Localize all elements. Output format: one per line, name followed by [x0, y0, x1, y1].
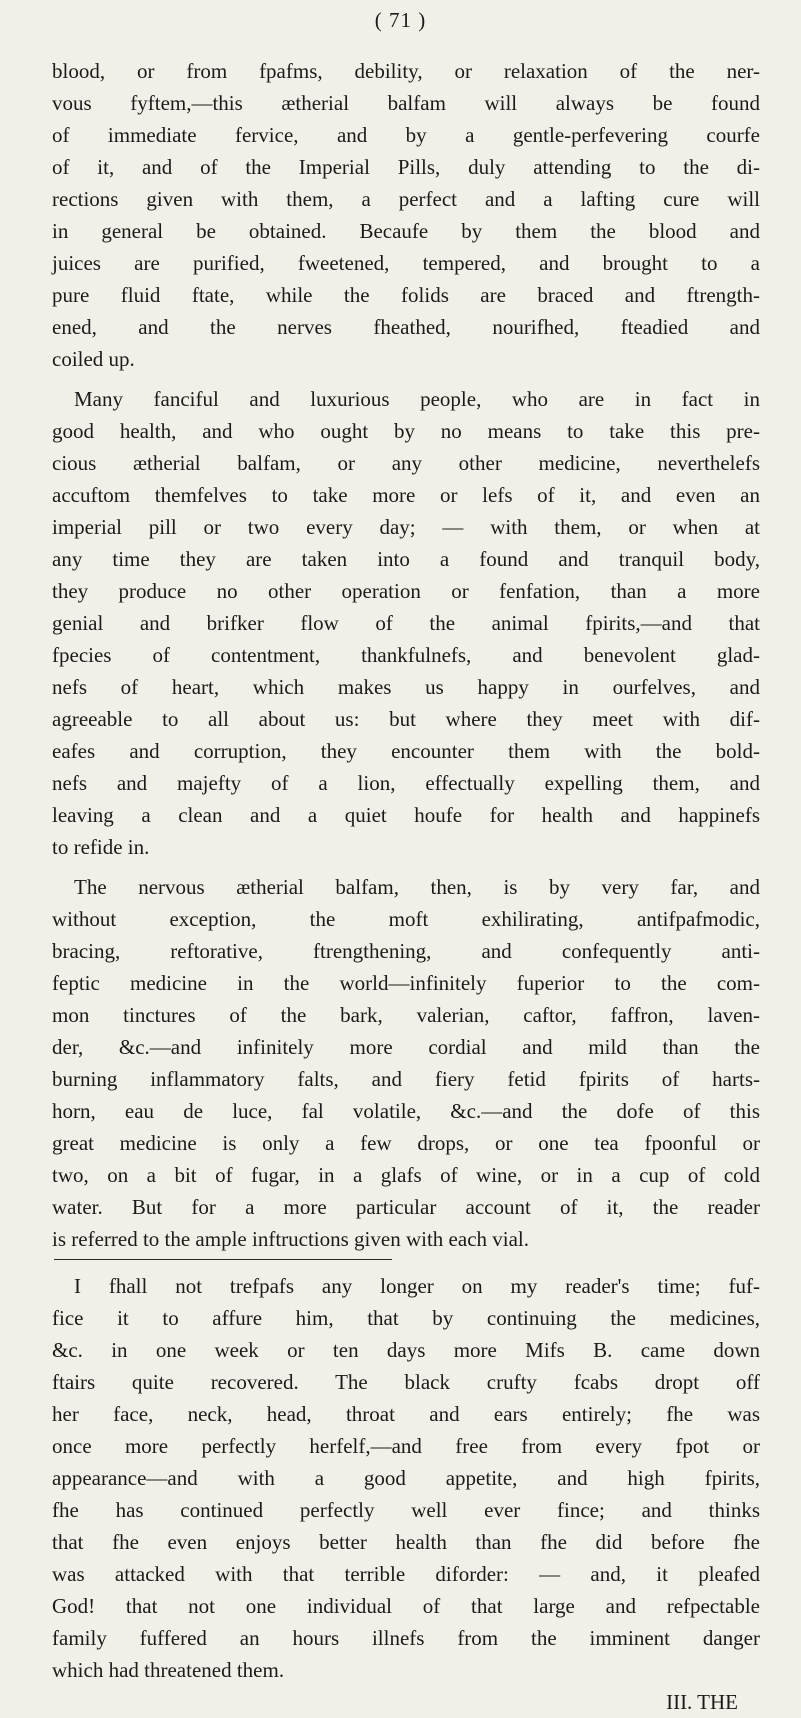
paragraph-ailments: [52, 55, 760, 375]
text-line: horn, eau de luce, fal volatile, &c.—and the dofe of this: [52, 1099, 760, 1123]
text-line: vous fyftem,—this ætherial balfam will always be found: [52, 91, 760, 115]
text-line: once more perfectly herfelf,—and free from every fpot or: [52, 1434, 760, 1458]
text-line: cious ætherial balfam, or any other medicine, neverthelefs: [52, 451, 760, 475]
text-line: any time they are taken into a found and tranquil body,: [52, 547, 760, 571]
text-line: mon tinctures of the bark, valerian, caftor, faffron, laven-: [52, 1003, 760, 1027]
paragraph-healthy-users: [52, 383, 760, 863]
text-line: without exception, the moft exhilirating, antifpafmodic,: [52, 907, 760, 931]
text-line: was attacked with that terrible diforder: — and, it pleafed: [52, 1562, 760, 1586]
text-line: her face, neck, head, throat and ears entirely; fhe was: [52, 1402, 760, 1426]
text-line: pure fluid ftate, while the folids are braced and ftrength-: [52, 283, 760, 307]
text-line: der, &c.—and infinitely more cordial and mild than the: [52, 1035, 760, 1059]
text-line: ftairs quite recovered. The black crufty fcabs dropt off: [52, 1370, 760, 1394]
text-line: two, on a bit of fugar, in a glafs of wine, or in a cup of cold: [52, 1163, 760, 1187]
text-line: juices are purified, fweetened, tempered, and brought to a: [52, 251, 760, 275]
text-line: in general be obtained. Becaufe by them the blood and: [52, 219, 760, 243]
catchword: III. THE: [666, 1690, 738, 1714]
text-line: I fhall not trefpafs any longer on my reader's time; fuf-: [74, 1274, 760, 1298]
text-line: fice it to affure him, that by continuing the medicines,: [52, 1306, 760, 1330]
text-line: &c. in one week or ten days more Mifs B. came down: [52, 1338, 760, 1362]
text-line: is referred to the ample inftructions given with each vial.: [52, 1227, 530, 1251]
text-line: rections given with them, a perfect and a lafting cure will: [52, 187, 760, 211]
text-line: feptic medicine in the world—infinitely fuperior to the com-: [52, 971, 760, 995]
text-line: God! that not one individual of that large and refpectable: [52, 1594, 760, 1618]
section-divider: [54, 1259, 392, 1260]
text-line: they produce no other operation or fenfation, than a more: [52, 579, 760, 603]
text-line: good health, and who ought by no means to take this pre-: [52, 419, 760, 443]
text-line: leaving a clean and a quiet houfe for health and happinefs: [52, 803, 760, 827]
page-number: ( 71 ): [374, 8, 427, 32]
text-line: eafes and corruption, they encounter them with the bold-: [52, 739, 760, 763]
body-text: [52, 55, 760, 1718]
text-line: of immediate fervice, and by a gentle-perfevering courfe: [52, 123, 760, 147]
paragraph-balsam-superiority: [52, 871, 760, 1255]
text-line: nefs and majefty of a lion, effectually expelling them, and: [52, 771, 760, 795]
text-line: fpecies of contentment, thankfulnefs, and benevolent glad-: [52, 643, 760, 667]
text-line: blood, or from fpafms, debility, or relaxation of the ner-: [52, 59, 760, 83]
text-line: agreeable to all about us: but where they meet with dif-: [52, 707, 760, 731]
text-line: fhe has continued perfectly well ever fince; and thinks: [52, 1498, 760, 1522]
text-line: burning inflammatory falts, and fiery fetid fpirits of harts-: [52, 1067, 760, 1091]
text-line: nefs of heart, which makes us happy in ourfelves, and: [52, 675, 760, 699]
text-line: which had threatened them.: [52, 1658, 285, 1682]
text-line: appearance—and with a good appetite, and high fpirits,: [52, 1466, 760, 1490]
text-line: of it, and of the Imperial Pills, duly attending to the di-: [52, 155, 760, 179]
text-line: great medicine is only a few drops, or one tea fpoonful or: [52, 1131, 760, 1155]
text-line: Many fanciful and luxurious people, who are in fact in: [74, 387, 760, 411]
text-line: genial and brifker flow of the animal fpirits,—and that: [52, 611, 760, 635]
text-line: The nervous ætherial balfam, then, is by very far, and: [74, 875, 760, 899]
text-line: accuftom themfelves to take more or lefs of it, and even an: [52, 483, 760, 507]
text-line: that fhe even enjoys better health than fhe did before fhe: [52, 1530, 760, 1554]
text-line: coiled up.: [52, 347, 135, 371]
text-line: ened, and the nerves fheathed, nourifhed, fteadied and: [52, 315, 760, 339]
text-line: family fuffered an hours illnefs from the imminent danger: [52, 1626, 760, 1650]
text-line: bracing, reftorative, ftrengthening, and confequently anti-: [52, 939, 760, 963]
paragraph-recovery-account: [52, 1270, 760, 1686]
text-line: to refide in.: [52, 835, 150, 859]
text-line: imperial pill or two every day; — with them, or when at: [52, 515, 760, 539]
text-line: water. But for a more particular account of it, the reader: [52, 1195, 760, 1219]
